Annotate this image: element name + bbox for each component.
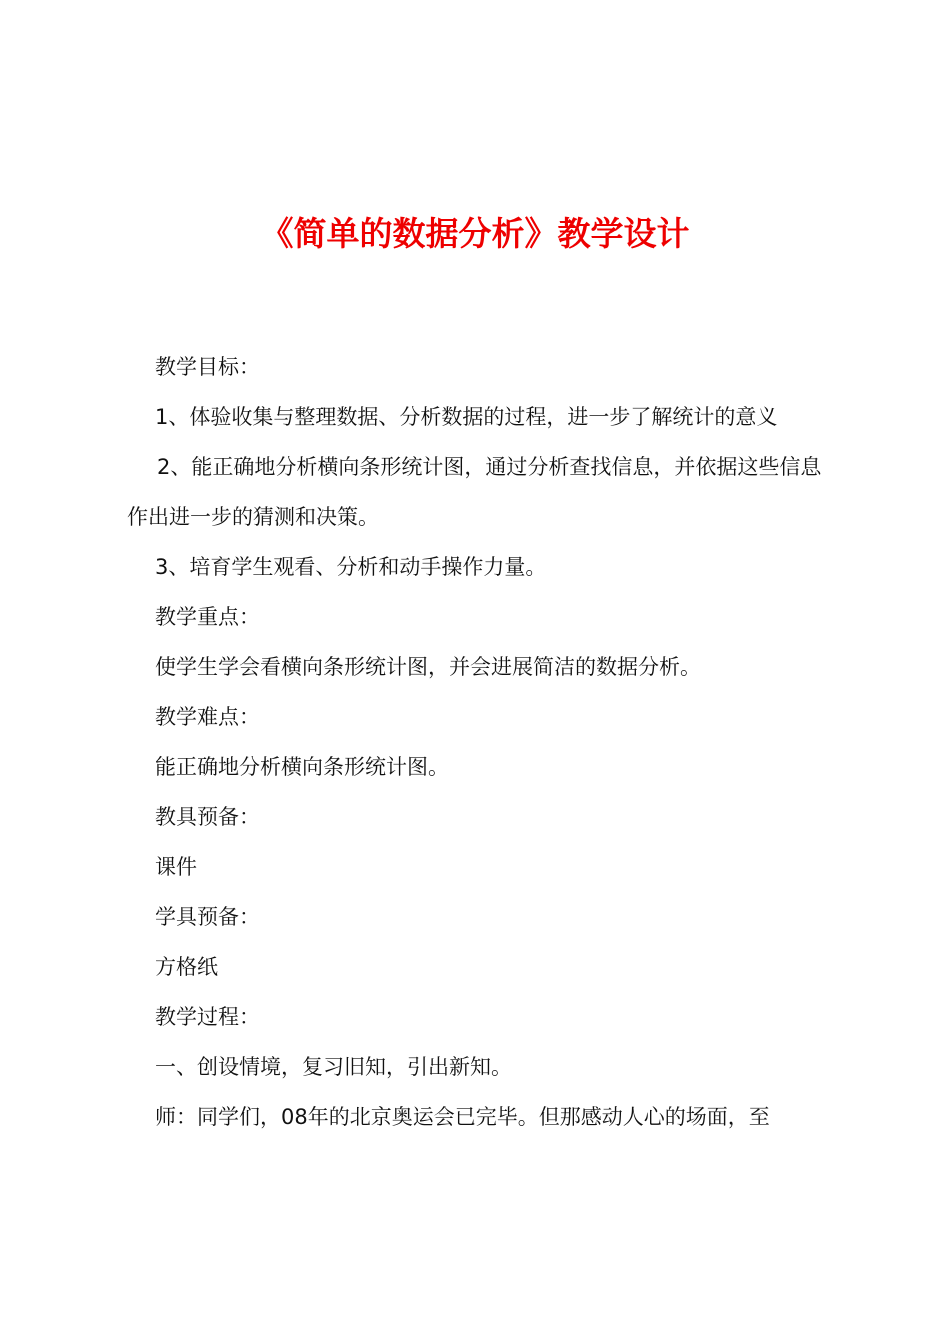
page-margin-bottom bbox=[0, 1160, 950, 1344]
teaching-aids-text: 课件 bbox=[155, 855, 197, 879]
process-teacher-line: 师：同学们，08年的北京奥运会已完毕。但那感动人心的场面，至 bbox=[155, 1105, 770, 1129]
heading-teaching-focus: 教学重点： bbox=[155, 605, 260, 629]
heading-teaching-difficulty: 教学难点： bbox=[155, 705, 260, 729]
goal-item-1: 1、体验收集与整理数据、分析数据的过程，进一步了解统计的意义 bbox=[155, 405, 778, 429]
process-section-1: 一、创设情境，复习旧知，引出新知。 bbox=[155, 1055, 512, 1079]
teaching-difficulty-text: 能正确地分析横向条形统计图。 bbox=[155, 755, 449, 779]
goal-item-2: 2、能正确地分析横向条形统计图，通过分析查找信息，并依据这些信息作出进一步的猜测和决策。 bbox=[127, 455, 822, 529]
teaching-focus-text: 使学生学会看横向条形统计图，并会进展简洁的数据分析。 bbox=[155, 655, 701, 679]
document-body bbox=[127, 342, 837, 1142]
heading-teaching-aids: 教具预备： bbox=[155, 805, 260, 829]
goal-item-3: 3、培育学生观看、分析和动手操作力量。 bbox=[155, 555, 547, 579]
heading-teaching-goals: 教学目标： bbox=[155, 355, 260, 379]
learning-aids-text: 方格纸 bbox=[155, 955, 218, 979]
document-title: 《简单的数据分析》教学设计 bbox=[260, 214, 690, 253]
heading-teaching-process: 教学过程： bbox=[155, 1005, 260, 1029]
heading-learning-aids: 学具预备： bbox=[155, 905, 260, 929]
